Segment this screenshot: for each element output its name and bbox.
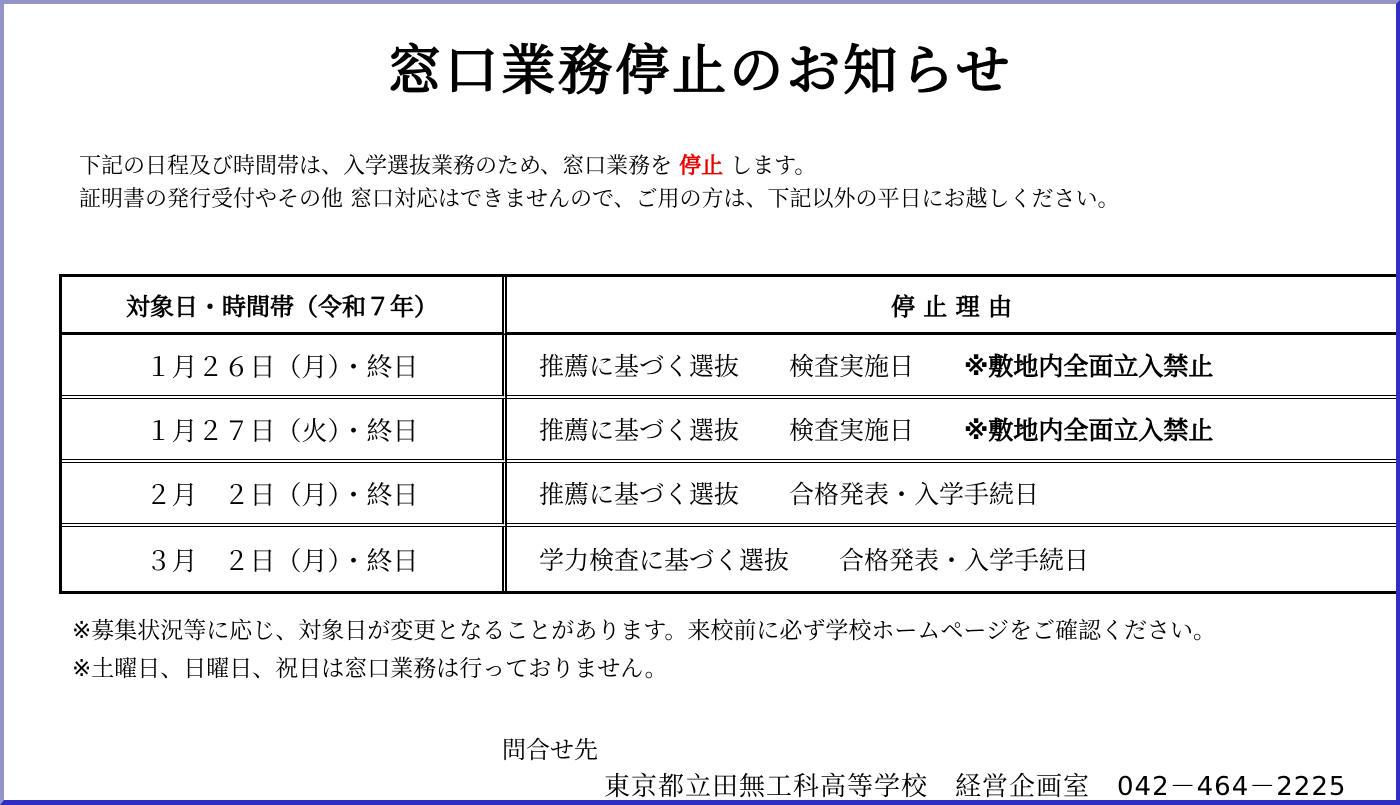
intro-line-1 [79,150,1366,183]
suspension-schedule-table [59,274,1396,594]
table-row-reason [507,399,1396,463]
column-header-reason: 停 止 理 由 [507,277,1396,335]
table-row-date: ３月 ２日（月）・終日 [62,527,507,591]
table-row-date: １月２７日（火）・終日 [62,399,507,463]
intro-line-2: 証明書の発行受付やその他 窓口対応はできませんので、ご用の方は、下記以外の平日にお越しください。 [79,187,1120,212]
table-row-reason [507,463,1396,527]
reason-text: 推薦に基づく選抜 検査実施日 [539,352,965,381]
page-title: 窓口業務停止のお知らせ [387,39,1013,102]
footnote-2: ※土曜日、日曜日、祝日は窓口業務は行っておりません。 [72,656,668,682]
intro-line-1-text: 下記の日程及び時間帯は、入学選抜業務のため、窓口業務を [79,154,680,179]
table-row-date: １月２６日（月）・終日 [62,335,507,399]
reason-text: 推薦に基づく選抜 検査実施日 [539,416,965,445]
reason-bold-text: ※敷地内全面立入禁止 [964,416,1214,445]
intro-paragraph [79,150,1366,216]
table-row-reason [507,335,1396,399]
footnotes [72,612,1366,688]
intro-line-1-tail: します。 [723,154,817,179]
column-header-date: 対象日・時間帯（令和７年） [62,277,507,335]
table-row-date: ２月 ２日（月）・終日 [62,463,507,527]
footnote-1: ※募集状況等に応じ、対象日が変更となることがあります。来校前に必ず学校ホームページをご確認ください。 [72,618,1216,644]
stop-highlight: 停止 [679,154,724,179]
reason-bold-text: ※敷地内全面立入禁止 [964,352,1214,381]
contact-label: 問合せ先 [502,736,598,764]
table-row-reason [507,527,1396,591]
contact-info: 東京都立田無工科高等学校 経営企画室 042－464－2225 [604,772,1347,802]
reason-text: 推薦に基づく選抜 合格発表・入学手続日 [539,480,1040,509]
reason-text: 学力検査に基づく選抜 合格発表・入学手続日 [539,546,1090,575]
